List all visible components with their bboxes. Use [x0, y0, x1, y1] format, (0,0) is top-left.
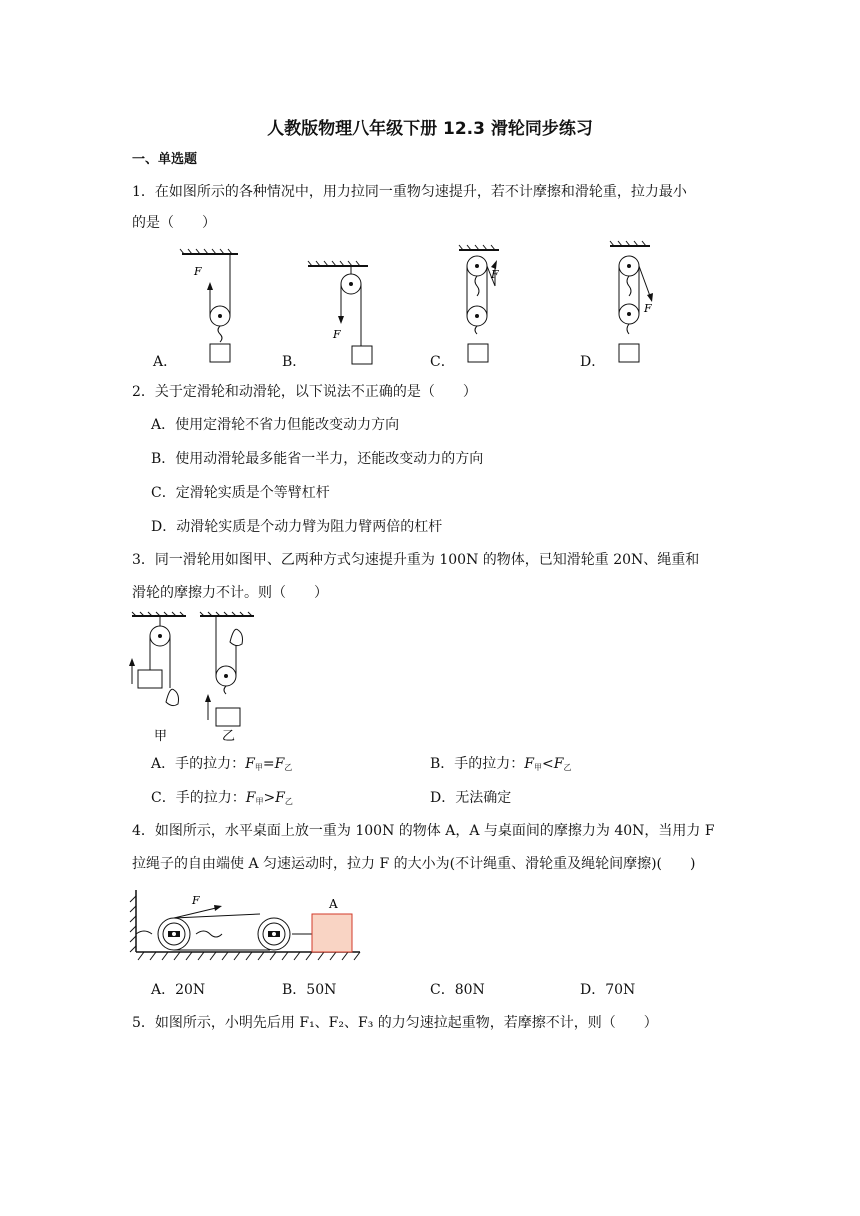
q1-stem-line2: 的是（ ）: [132, 215, 216, 231]
q1-option-c-label: C．: [430, 354, 455, 370]
q2-option-b: B．使用动滑轮最多能省一半力，还能改变动力的方向: [151, 451, 484, 467]
q5-stem: 5．如图所示，小明先后用 F₁、F₂、F₃ 的力匀速拉起重物，若摩擦不计，则（ ）: [132, 1015, 658, 1031]
q4-option-c: C．80N: [430, 982, 485, 998]
q4-block-a: [312, 914, 352, 952]
q3-figure: [124, 612, 264, 744]
q3-stem-line1: 3．同一滑轮用如图甲、乙两种方式匀速提升重为 100N 的物体，已知滑轮重 20N、绳重和: [132, 552, 700, 568]
q4-option-d: D．70N: [580, 982, 636, 998]
q3-option-b: B．手的拉力：$F_甲<F_乙$: [430, 756, 572, 772]
q1-option-b-label: B．: [282, 354, 307, 370]
q1-stem-line1: 1．在如图所示的各种情况中，用力拉同一重物匀速提升，若不计摩擦和滑轮重，拉力最小: [132, 184, 687, 200]
q3-option-a: A．手的拉力：$F_甲=F_乙$: [151, 756, 293, 772]
q2-option-a: A．使用定滑轮不省力但能改变动力方向: [151, 417, 400, 433]
q4-option-b: B．50N: [282, 982, 337, 998]
q1a-force-label: F: [194, 265, 202, 278]
q4-force-label: F: [192, 894, 200, 907]
q3-option-d: D．无法确定: [430, 790, 512, 806]
q2-option-c: C．定滑轮实质是个等臂杠杆: [151, 485, 330, 501]
q4-option-a: A．20N: [151, 982, 206, 998]
q3-option-c: C．手的拉力：$F_甲>F_乙$: [151, 790, 293, 806]
q4-stem-line2: 拉绳子的自由端使 A 匀速运动时，拉力 F 的大小为(不计绳重、滑轮重及绳轮间摩擦)( ): [132, 856, 696, 872]
q4-block-label: A: [329, 897, 338, 911]
q4-figure: [128, 886, 368, 966]
q3-label-yi: 乙: [222, 729, 236, 744]
q1b-force-label: F: [333, 328, 341, 341]
q1-figure-c: [455, 244, 525, 368]
q1-option-a-label: A．: [153, 354, 178, 370]
q1-option-d-label: D．: [580, 354, 606, 370]
q1c-force-label: F: [491, 268, 499, 281]
q2-stem: 2．关于定滑轮和动滑轮，以下说法不正确的是（ ）: [132, 384, 477, 400]
q1-figure-a: [180, 248, 250, 368]
q1-figure-d: [608, 240, 678, 368]
q1d-force-label: F: [644, 302, 652, 315]
section-heading: 一、单选题: [132, 152, 198, 167]
q1-figure-b: [306, 262, 376, 370]
q3-stem-line2: 滑轮的摩擦力不计。则（ ）: [132, 585, 328, 601]
q4-stem-line1: 4．如图所示，水平桌面上放一重为 100N 的物体 A，A 与桌面间的摩擦力为 40N，当用力 F: [132, 823, 715, 839]
q2-option-d: D．动滑轮实质是个动力臂为阻力臂两倍的杠杆: [151, 519, 443, 535]
page-title: 人教版物理八年级下册 12.3 滑轮同步练习: [267, 119, 593, 139]
q3-label-jia: 甲: [154, 729, 168, 744]
